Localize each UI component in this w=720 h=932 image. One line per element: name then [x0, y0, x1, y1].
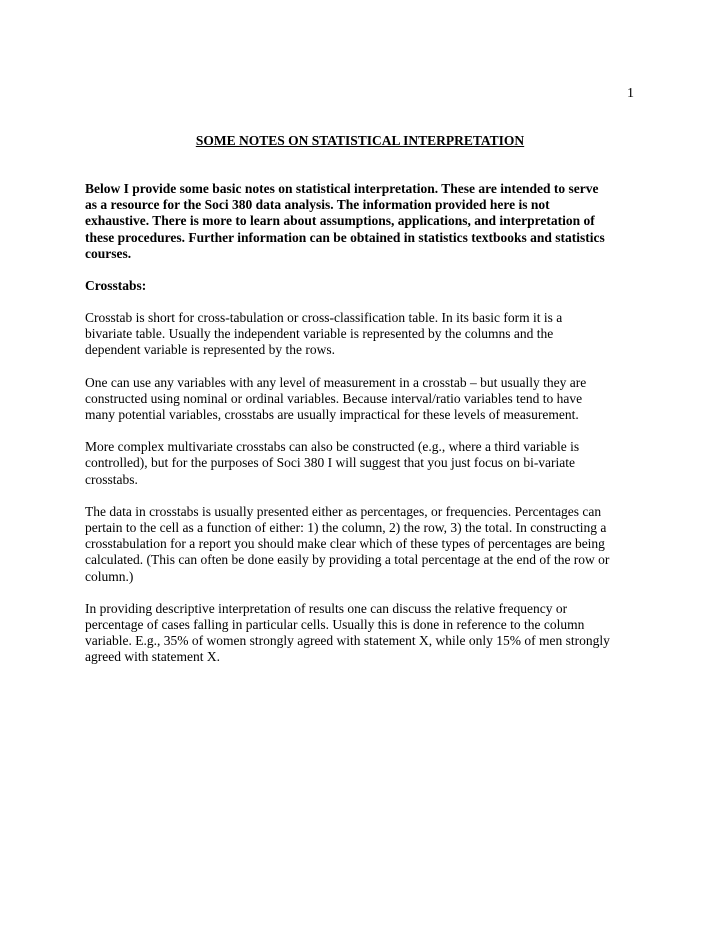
text-line: More complex multivariate crosstabs can also be constructed (e.g., where a third variable is — [85, 439, 580, 455]
text-line: percentage of cases falling in particular cells. Usually this is done in reference to the column — [85, 617, 585, 633]
text-line: crosstabulation for a report you should make clear which of these types of percentages are being — [85, 536, 605, 552]
text-line: One can use any variables with any level of measurement in a crosstab – but usually they are — [85, 374, 587, 390]
paragraph — [85, 375, 641, 424]
text-line: courses. — [85, 245, 132, 261]
text-line: controlled), but for the purposes of Soci 380 I will suggest that you just focus on bi-variate — [85, 455, 576, 471]
text-line: Crosstab is short for cross-tabulation or cross-classification table. In its basic form it is a — [85, 310, 563, 326]
text-line: many potential variables, crosstabs are usually impractical for these levels of measurement. — [85, 407, 579, 423]
text-line: these procedures. Further information can be obtained in statistics textbooks and statistics — [85, 229, 605, 245]
document-body — [85, 181, 641, 682]
text-line: as a resource for the Soci 380 data analysis. The information provided here is not — [85, 197, 550, 213]
paragraph — [85, 601, 641, 666]
text-line: exhaustive. There is more to learn about assumptions, applications, and interpretation of — [85, 213, 595, 229]
paragraph — [85, 439, 641, 488]
text-line: constructed using nominal or ordinal variables. Because interval/ratio variables tend to have — [85, 390, 583, 406]
text-line: calculated. (This can often be done easily by providing a total percentage at the end of the row or — [85, 552, 610, 568]
text-line: The data in crosstabs is usually presented either as percentages, or frequencies. Percentages can — [85, 503, 602, 519]
text-line: pertain to the cell as a function of either: 1) the column, 2) the row, 3) the total. In constructing a — [85, 520, 607, 536]
paragraph — [85, 310, 641, 359]
intro-paragraph — [85, 181, 641, 262]
text-line: column.) — [85, 568, 134, 584]
section-heading-crosstabs: Crosstabs: — [85, 278, 147, 294]
text-line: crosstabs. — [85, 471, 138, 487]
paragraph — [85, 504, 641, 585]
text-line: Below I provide some basic notes on statistical interpretation. These are intended to serve — [85, 181, 599, 196]
document-title: SOME NOTES ON STATISTICAL INTERPRETATION — [195, 133, 525, 148]
text-line: variable. E.g., 35% of women strongly agreed with statement X, while only 15% of men strongly — [85, 633, 610, 649]
text-line: bivariate table. Usually the independent variable is represented by the columns and the — [85, 326, 554, 342]
text-line: In providing descriptive interpretation of results one can discuss the relative frequency or — [85, 600, 568, 616]
page-number: 1 — [627, 86, 634, 101]
text-line: agreed with statement X. — [85, 649, 220, 665]
text-line: dependent variable is represented by the rows. — [85, 342, 336, 358]
